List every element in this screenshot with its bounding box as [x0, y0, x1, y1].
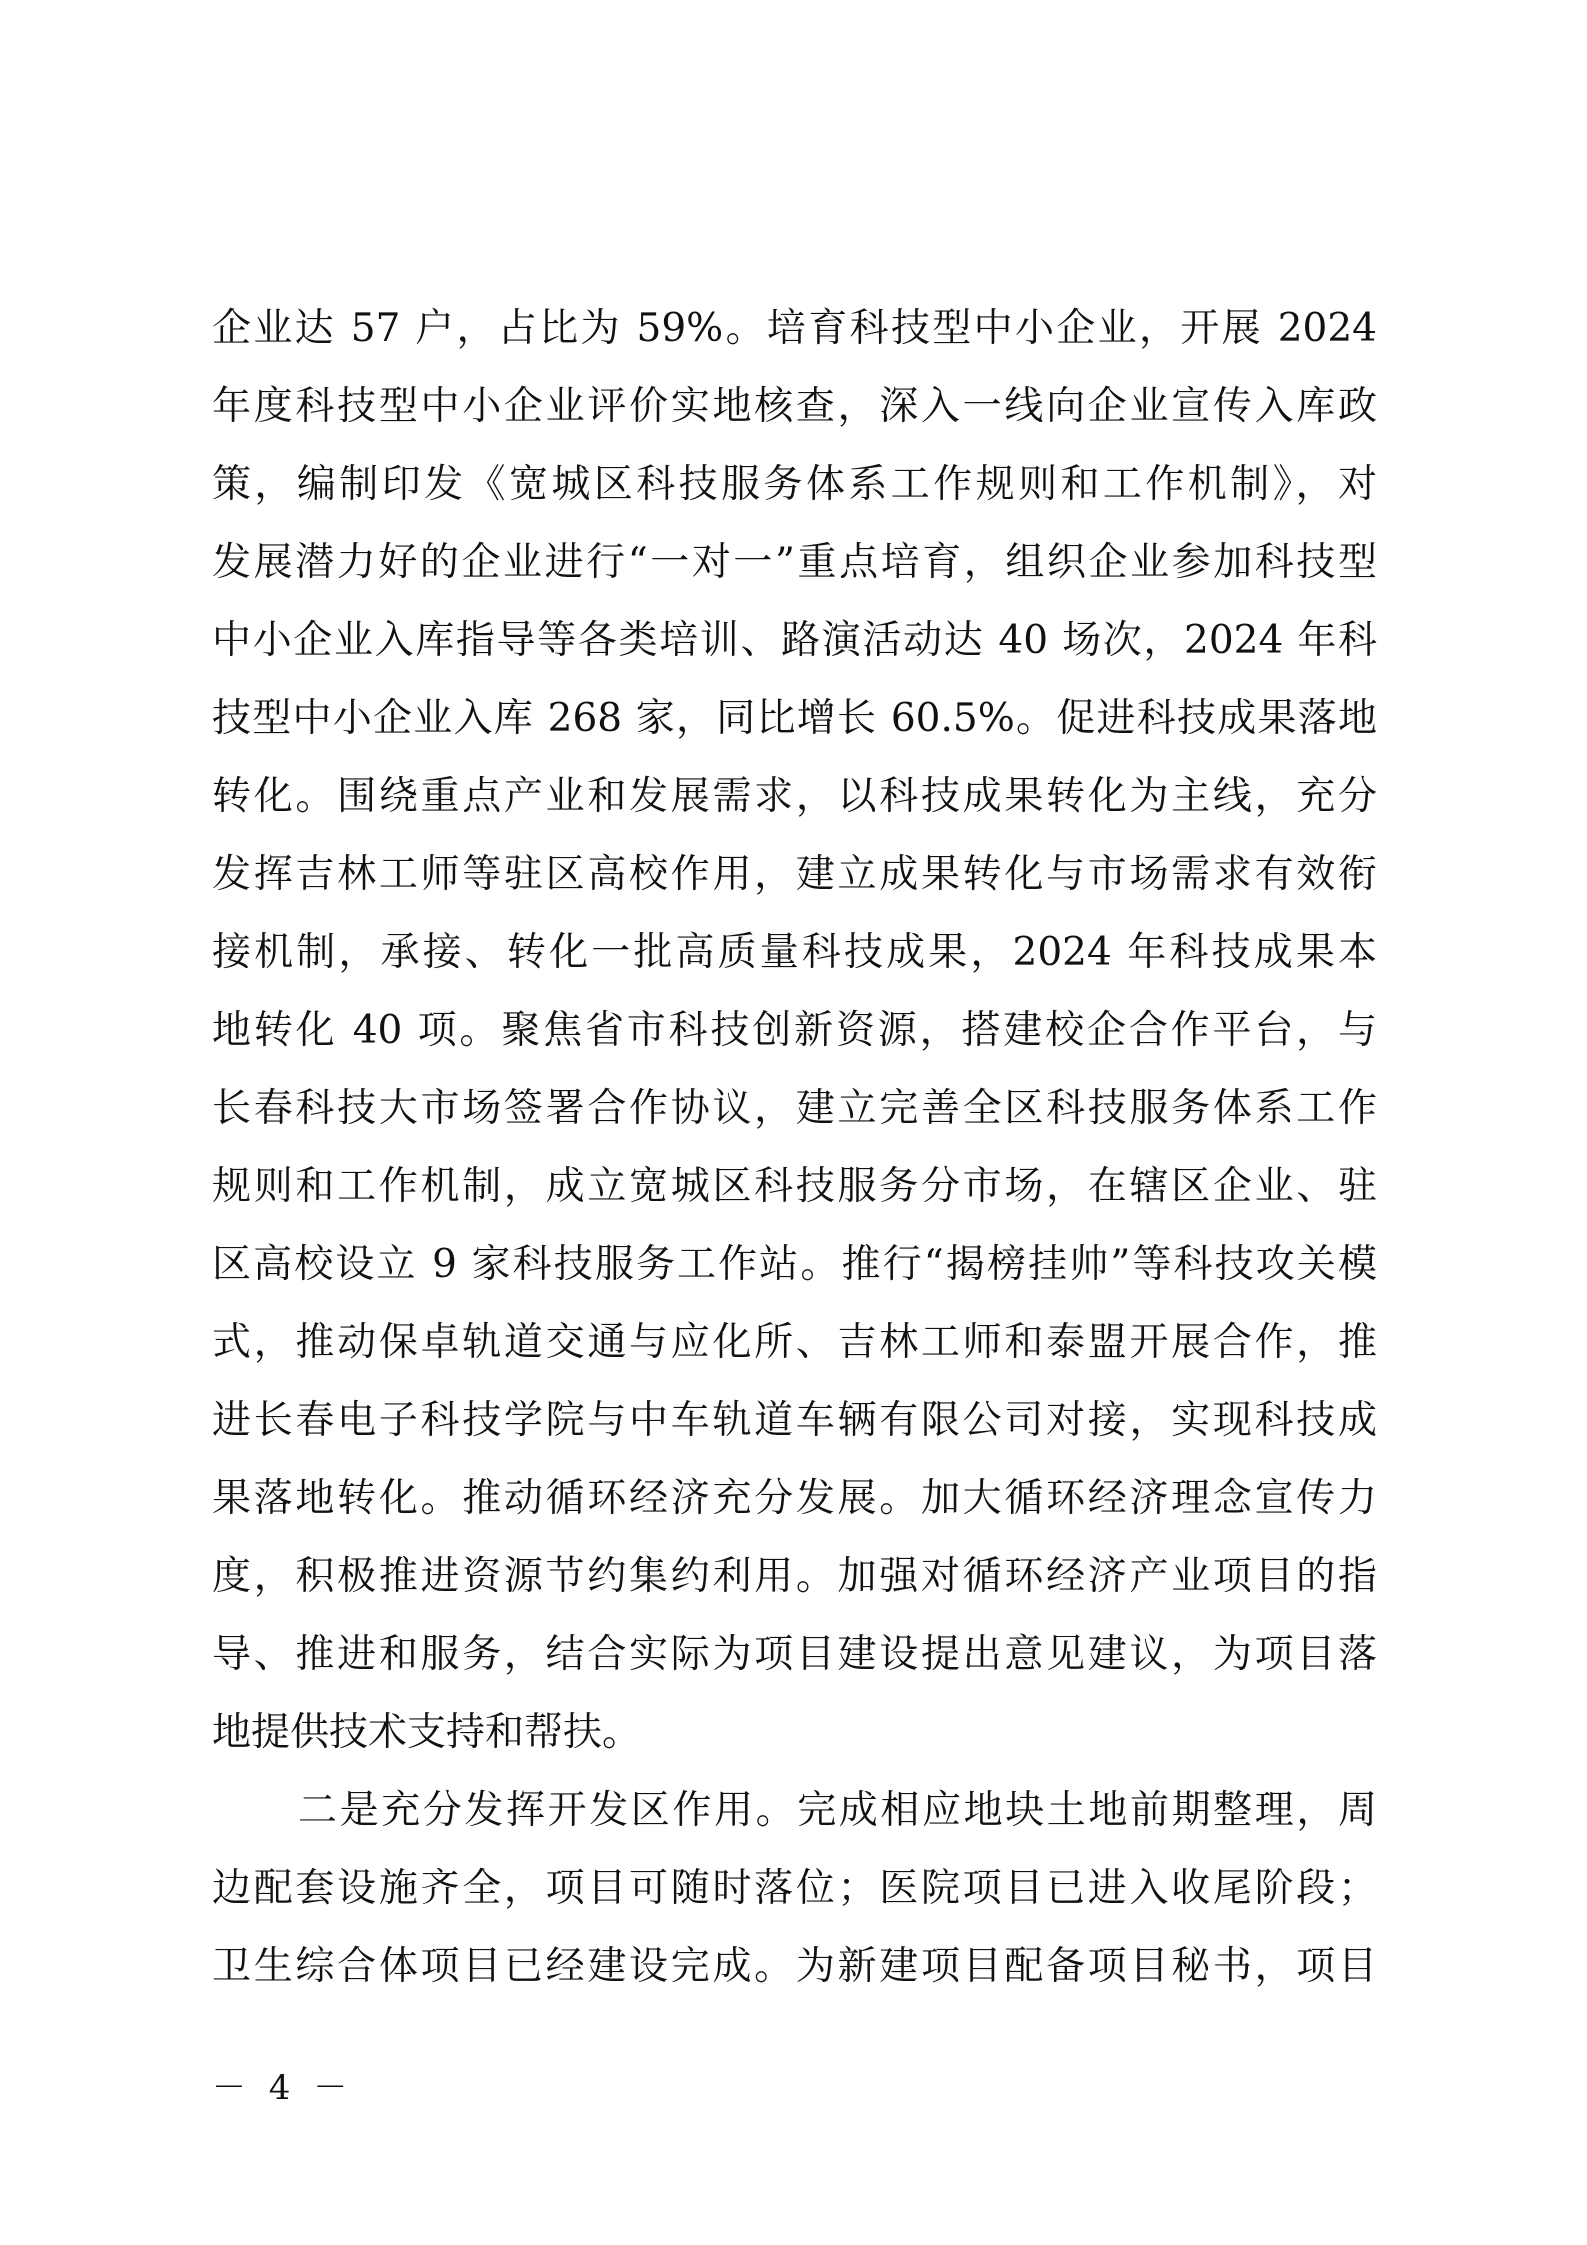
- text-line: 地转化 40 项。聚焦省市科技创新资源，搭建校企合作平台，与: [212, 1008, 1377, 1053]
- text-line: 长春科技大市场签署合作协议，建立完善全区科技服务体系工作: [212, 1086, 1377, 1131]
- page-number: － 4 －: [212, 2068, 354, 2108]
- text-line: 式，推动保卓轨道交通与应化所、吉林工师和泰盟开展合作，推: [212, 1320, 1377, 1365]
- text-line: 发展潜力好的企业进行“一对一”重点培育，组织企业参加科技型: [212, 540, 1377, 585]
- body-text: [212, 290, 1377, 2006]
- text-line: 中小企业入库指导等各类培训、路演活动达 40 场次，2024 年科: [212, 618, 1377, 663]
- text-line: 转化。围绕重点产业和发展需求，以科技成果转化为主线，充分: [212, 774, 1377, 819]
- text-line: 发挥吉林工师等驻区高校作用，建立成果转化与市场需求有效衔: [212, 852, 1377, 897]
- text-line: 接机制，承接、转化一批高质量科技成果，2024 年科技成果本: [212, 930, 1377, 975]
- text-line: 边配套设施齐全，项目可随时落位；医院项目已进入收尾阶段；: [212, 1866, 1377, 1911]
- paragraph-start-line: 二是充分发挥开发区作用。完成相应地块土地前期整理，周: [298, 1788, 1377, 1833]
- text-line: 企业达 57 户，占比为 59%。培育科技型中小企业，开展 2024: [212, 306, 1377, 351]
- text-line: 年度科技型中小企业评价实地核查，深入一线向企业宣传入库政: [212, 384, 1377, 429]
- text-line: 地提供技术支持和帮扶。: [212, 1710, 642, 1755]
- text-line: 卫生综合体项目已经建设完成。为新建项目配备项目秘书，项目: [212, 1944, 1377, 1989]
- text-line: 导、推进和服务，结合实际为项目建设提出意见建议，为项目落: [212, 1632, 1377, 1677]
- text-line: 进长春电子科技学院与中车轨道车辆有限公司对接，实现科技成: [212, 1398, 1377, 1443]
- text-line: 技型中小企业入库 268 家，同比增长 60.5%。促进科技成果落地: [212, 696, 1377, 741]
- text-line: 果落地转化。推动循环经济充分发展。加大循环经济理念宣传力: [212, 1476, 1377, 1521]
- text-line: 区高校设立 9 家科技服务工作站。推行“揭榜挂帅”等科技攻关模: [212, 1242, 1377, 1287]
- text-line: 度，积极推进资源节约集约利用。加强对循环经济产业项目的指: [212, 1554, 1377, 1599]
- text-line: 规则和工作机制，成立宽城区科技服务分市场，在辖区企业、驻: [212, 1164, 1377, 1209]
- text-line: 策，编制印发《宽城区科技服务体系工作规则和工作机制》，对: [212, 462, 1377, 507]
